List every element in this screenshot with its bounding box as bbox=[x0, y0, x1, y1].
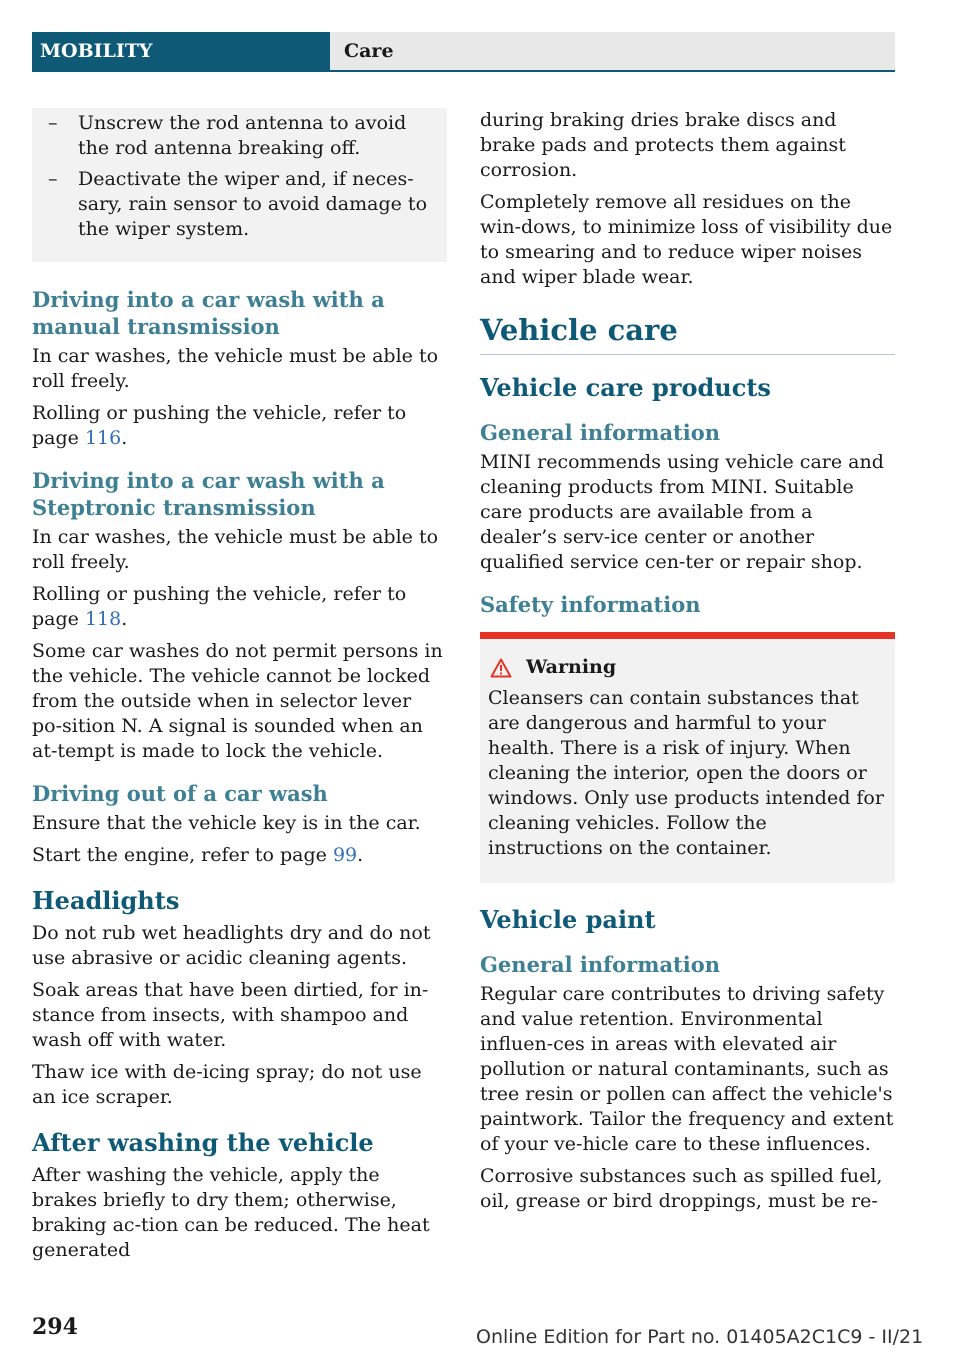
section-label: MOBILITY bbox=[32, 32, 330, 70]
warning-text: Cleansers can contain substances that are dangerous and harmful to your health. There is a risk of injury. When cleaning the interior, open the doors or windows. Only use products intended for cleaning vehicles. Follow the instructions on the container. bbox=[488, 687, 884, 859]
heading-paint-general-information: General information bbox=[480, 952, 721, 977]
paragraph-text: Start the engine, refer to page bbox=[32, 844, 333, 866]
page-link-116[interactable]: 116 bbox=[84, 427, 122, 449]
paragraph: Ensure that the vehicle key is in the car. bbox=[32, 812, 421, 834]
list-item-text: Deactivate the wiper and, if neces‐sary, rain sensor to avoid damage to the wiper system. bbox=[78, 168, 428, 240]
paragraph: Soak areas that have been dirtied, for in‐stance from insects, with shampoo and wash off with water. bbox=[32, 979, 429, 1051]
paragraph: After washing the vehicle, apply the brakes briefly to dry them; otherwise, braking ac‐tion can be reduced. The heat generated bbox=[32, 1164, 430, 1261]
header-rule bbox=[32, 70, 895, 72]
period: . bbox=[121, 608, 128, 630]
period: . bbox=[357, 844, 364, 866]
heading-general-information: General information bbox=[480, 420, 721, 445]
page-link-118[interactable]: 118 bbox=[84, 608, 122, 630]
warning-title-text: Warning bbox=[526, 656, 617, 678]
heading-steptronic-transmission: Driving into a car wash with a Steptronic transmission bbox=[32, 468, 385, 520]
paragraph: In car washes, the vehicle must be able to roll freely. bbox=[32, 345, 439, 392]
warning-title bbox=[488, 655, 887, 680]
heading-vehicle-paint: Vehicle paint bbox=[480, 905, 656, 934]
page-number: 294 bbox=[32, 1314, 78, 1340]
paragraph: during braking dries brake discs and brake pads and protects them against corrosion. bbox=[480, 109, 846, 181]
warning-box bbox=[480, 632, 895, 883]
page-link-99[interactable]: 99 bbox=[332, 844, 358, 866]
heading-vehicle-care: Vehicle care bbox=[480, 312, 895, 355]
paragraph: Some car washes do not permit persons in the vehicle. The vehicle cannot be locked from the outside when in selector lever po‐sition N. A signal is sounded when an at‐tempt is made to lock the vehicle. bbox=[32, 640, 443, 762]
chapter-label: Care bbox=[330, 32, 895, 70]
paragraph: Regular care contributes to driving safety and value retention. Environmental influen‐ces in areas with elevated air pollution or natural contaminants, such as tree resin or pollen can affect the vehicle's paintwork. Tailor the frequency and extent of your ve‐hicle care to these influences. bbox=[480, 983, 894, 1155]
paragraph-text: Rolling or pushing the vehicle, refer to page bbox=[32, 583, 407, 630]
heading-headlights: Headlights bbox=[32, 886, 180, 915]
paragraph: Thaw ice with de-icing spray; do not use an ice scraper. bbox=[32, 1061, 422, 1108]
heading-vehicle-care-products: Vehicle care products bbox=[480, 373, 771, 402]
heading-safety-information: Safety information bbox=[480, 592, 701, 617]
paragraph: Do not rub wet headlights dry and do not use abrasive or acidic cleaning agents. bbox=[32, 922, 431, 969]
paragraph bbox=[32, 582, 447, 632]
heading-driving-out: Driving out of a car wash bbox=[32, 781, 328, 806]
list-item bbox=[42, 167, 437, 242]
heading-after-washing: After washing the vehicle bbox=[32, 1128, 374, 1157]
right-column bbox=[480, 108, 895, 1221]
paragraph bbox=[32, 401, 447, 451]
heading-manual-transmission: Driving into a car wash with a manual transmission bbox=[32, 287, 385, 339]
left-column bbox=[32, 108, 447, 1270]
paragraph-text: Rolling or pushing the vehicle, refer to page bbox=[32, 402, 407, 449]
paragraph: Corrosive substances such as spilled fuel, oil, grease or bird droppings, must be re‐ bbox=[480, 1165, 883, 1212]
paragraph bbox=[32, 843, 447, 868]
page-header bbox=[32, 32, 895, 70]
paragraph: Completely remove all residues on the win‐dows, to minimize loss of visibility due to smearing and to reduce wiper noises and wiper blade wear. bbox=[480, 191, 893, 288]
warning-triangle-icon bbox=[490, 658, 512, 678]
dash-bullet: – bbox=[48, 112, 58, 134]
paragraph: In car washes, the vehicle must be able to roll freely. bbox=[32, 526, 439, 573]
dash-bullet: – bbox=[48, 168, 58, 190]
list-item bbox=[42, 111, 437, 161]
paragraph: MINI recommends using vehicle care and cleaning products from MINI. Suitable care products are available from a dealer’s serv‐ice center or another qualified service cen‐ter or repair shop. bbox=[480, 451, 884, 573]
car-wash-precautions-box bbox=[32, 108, 447, 262]
edition-footer: Online Edition for Part no. 01405A2C1C9 - II/21 bbox=[476, 1326, 924, 1348]
period: . bbox=[121, 427, 128, 449]
list-item-text: Unscrew the rod antenna to avoid the rod antenna breaking off. bbox=[78, 112, 407, 159]
